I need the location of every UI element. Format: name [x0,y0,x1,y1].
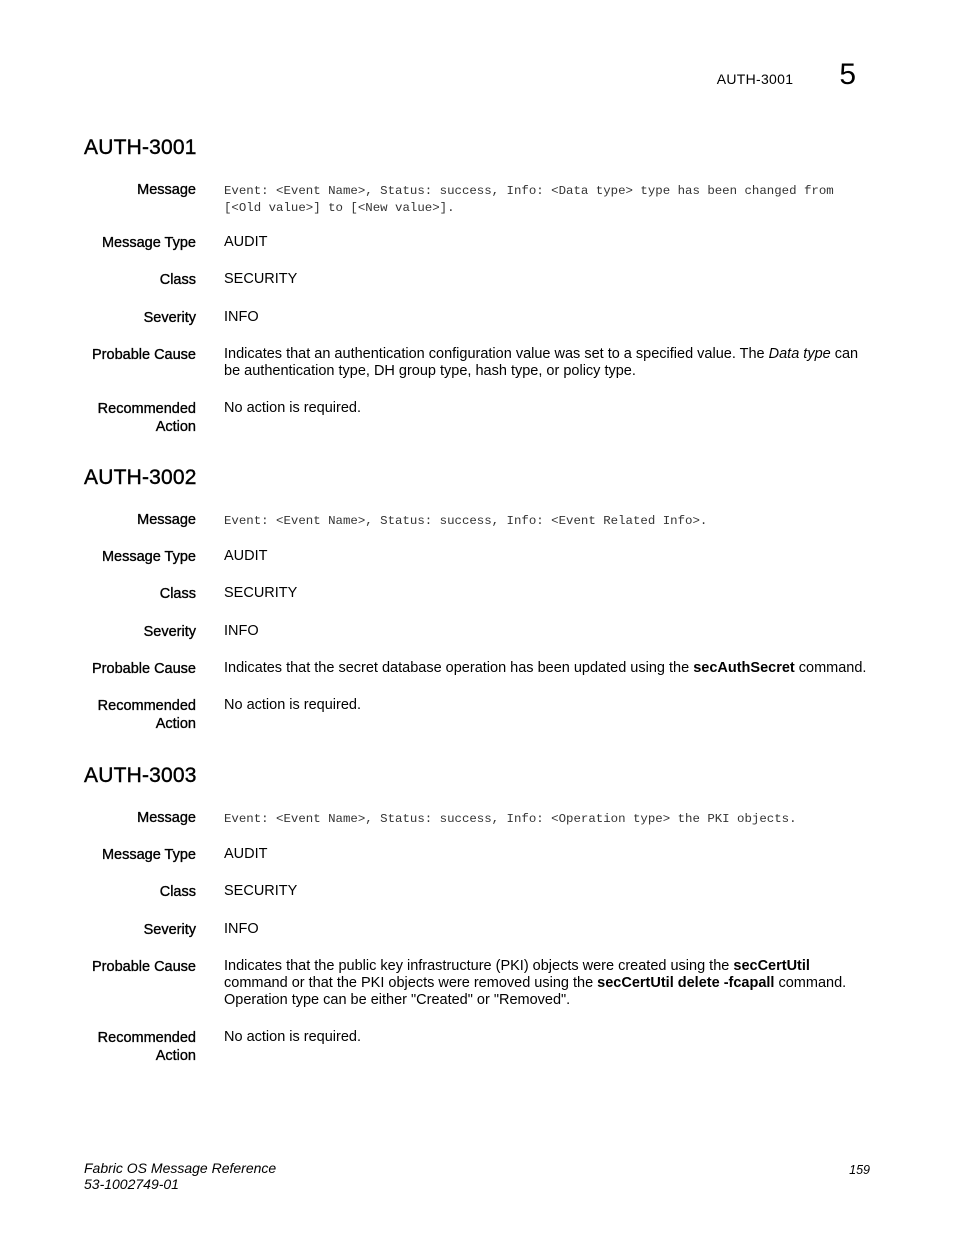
probable-cause-label: Probable Cause [92,959,196,975]
section-heading: AUTH-3002 [84,466,197,489]
command-name: secCertUtil [733,958,810,974]
class-label: Class [159,586,196,602]
severity-value: INFO [224,309,259,325]
running-title: AUTH-3001 [716,71,794,87]
message-type-label: Message Type [101,549,196,565]
chapter-number: 5 [839,58,856,91]
message-type-value: AUDIT [224,548,268,564]
recommended-action-label: Recommended Action [97,401,196,435]
message-type-value: AUDIT [224,234,268,250]
section-heading: AUTH-3001 [84,136,197,159]
recommended-action-text: No action is required. [224,400,362,416]
message-type-label: Message Type [101,235,196,251]
class-label: Class [159,272,196,288]
document-title: Fabric OS Message Reference [84,1160,277,1176]
document-number: 53-1002749-01 [84,1176,179,1192]
probable-cause-text: Indicates that an authentication configuration value was set to a specified value. The Data type can be authentication type, DH group type, hash type, or policy type. [224,346,859,379]
recommended-action-text: No action is required. [224,1029,362,1045]
class-value: SECURITY [224,883,298,899]
severity-value: INFO [224,623,259,639]
message-text: Event: <Event Name>, Status: success, Info: <Operation type> the PKI objects. [224,812,797,826]
class-value: SECURITY [224,585,298,601]
probable-cause-label: Probable Cause [92,347,196,363]
running-header [717,60,856,90]
page-footer [84,1160,870,1192]
command-name: secCertUtil delete -fcapall [597,975,775,991]
severity-label: Severity [143,624,196,640]
probable-cause-text: Indicates that the secret database operation has been updated using the secAuthSecret command. [224,660,867,676]
message-label: Message [137,810,196,826]
message-type-value: AUDIT [224,846,268,862]
class-label: Class [159,884,196,900]
class-value: SECURITY [224,271,298,287]
message-text: Event: <Event Name>, Status: success, Info: <Data type> type has been changed from [<Old value>] to [<New value>]. [224,184,834,215]
page-number: 159 [849,1163,870,1177]
severity-label: Severity [143,310,196,326]
recommended-action-label: Recommended Action [97,698,196,732]
recommended-action-text: No action is required. [224,697,362,713]
probable-cause-label: Probable Cause [92,661,196,677]
message-label: Message [137,182,196,198]
severity-value: INFO [224,921,259,937]
message-text: Event: <Event Name>, Status: success, Info: <Event Related Info>. [224,514,708,528]
message-label: Message [137,512,196,528]
message-type-label: Message Type [101,847,196,863]
command-name: secAuthSecret [693,660,795,676]
severity-label: Severity [143,922,196,938]
section-heading: AUTH-3003 [84,764,197,787]
recommended-action-label: Recommended Action [97,1030,196,1064]
probable-cause-text: Indicates that the public key infrastructure (PKI) objects were created using the secCertUtil command or that the PKI objects were removed using the secCertUtil delete -fcapall command. Operation type can be either "Created" or "Removed". [224,958,847,1008]
